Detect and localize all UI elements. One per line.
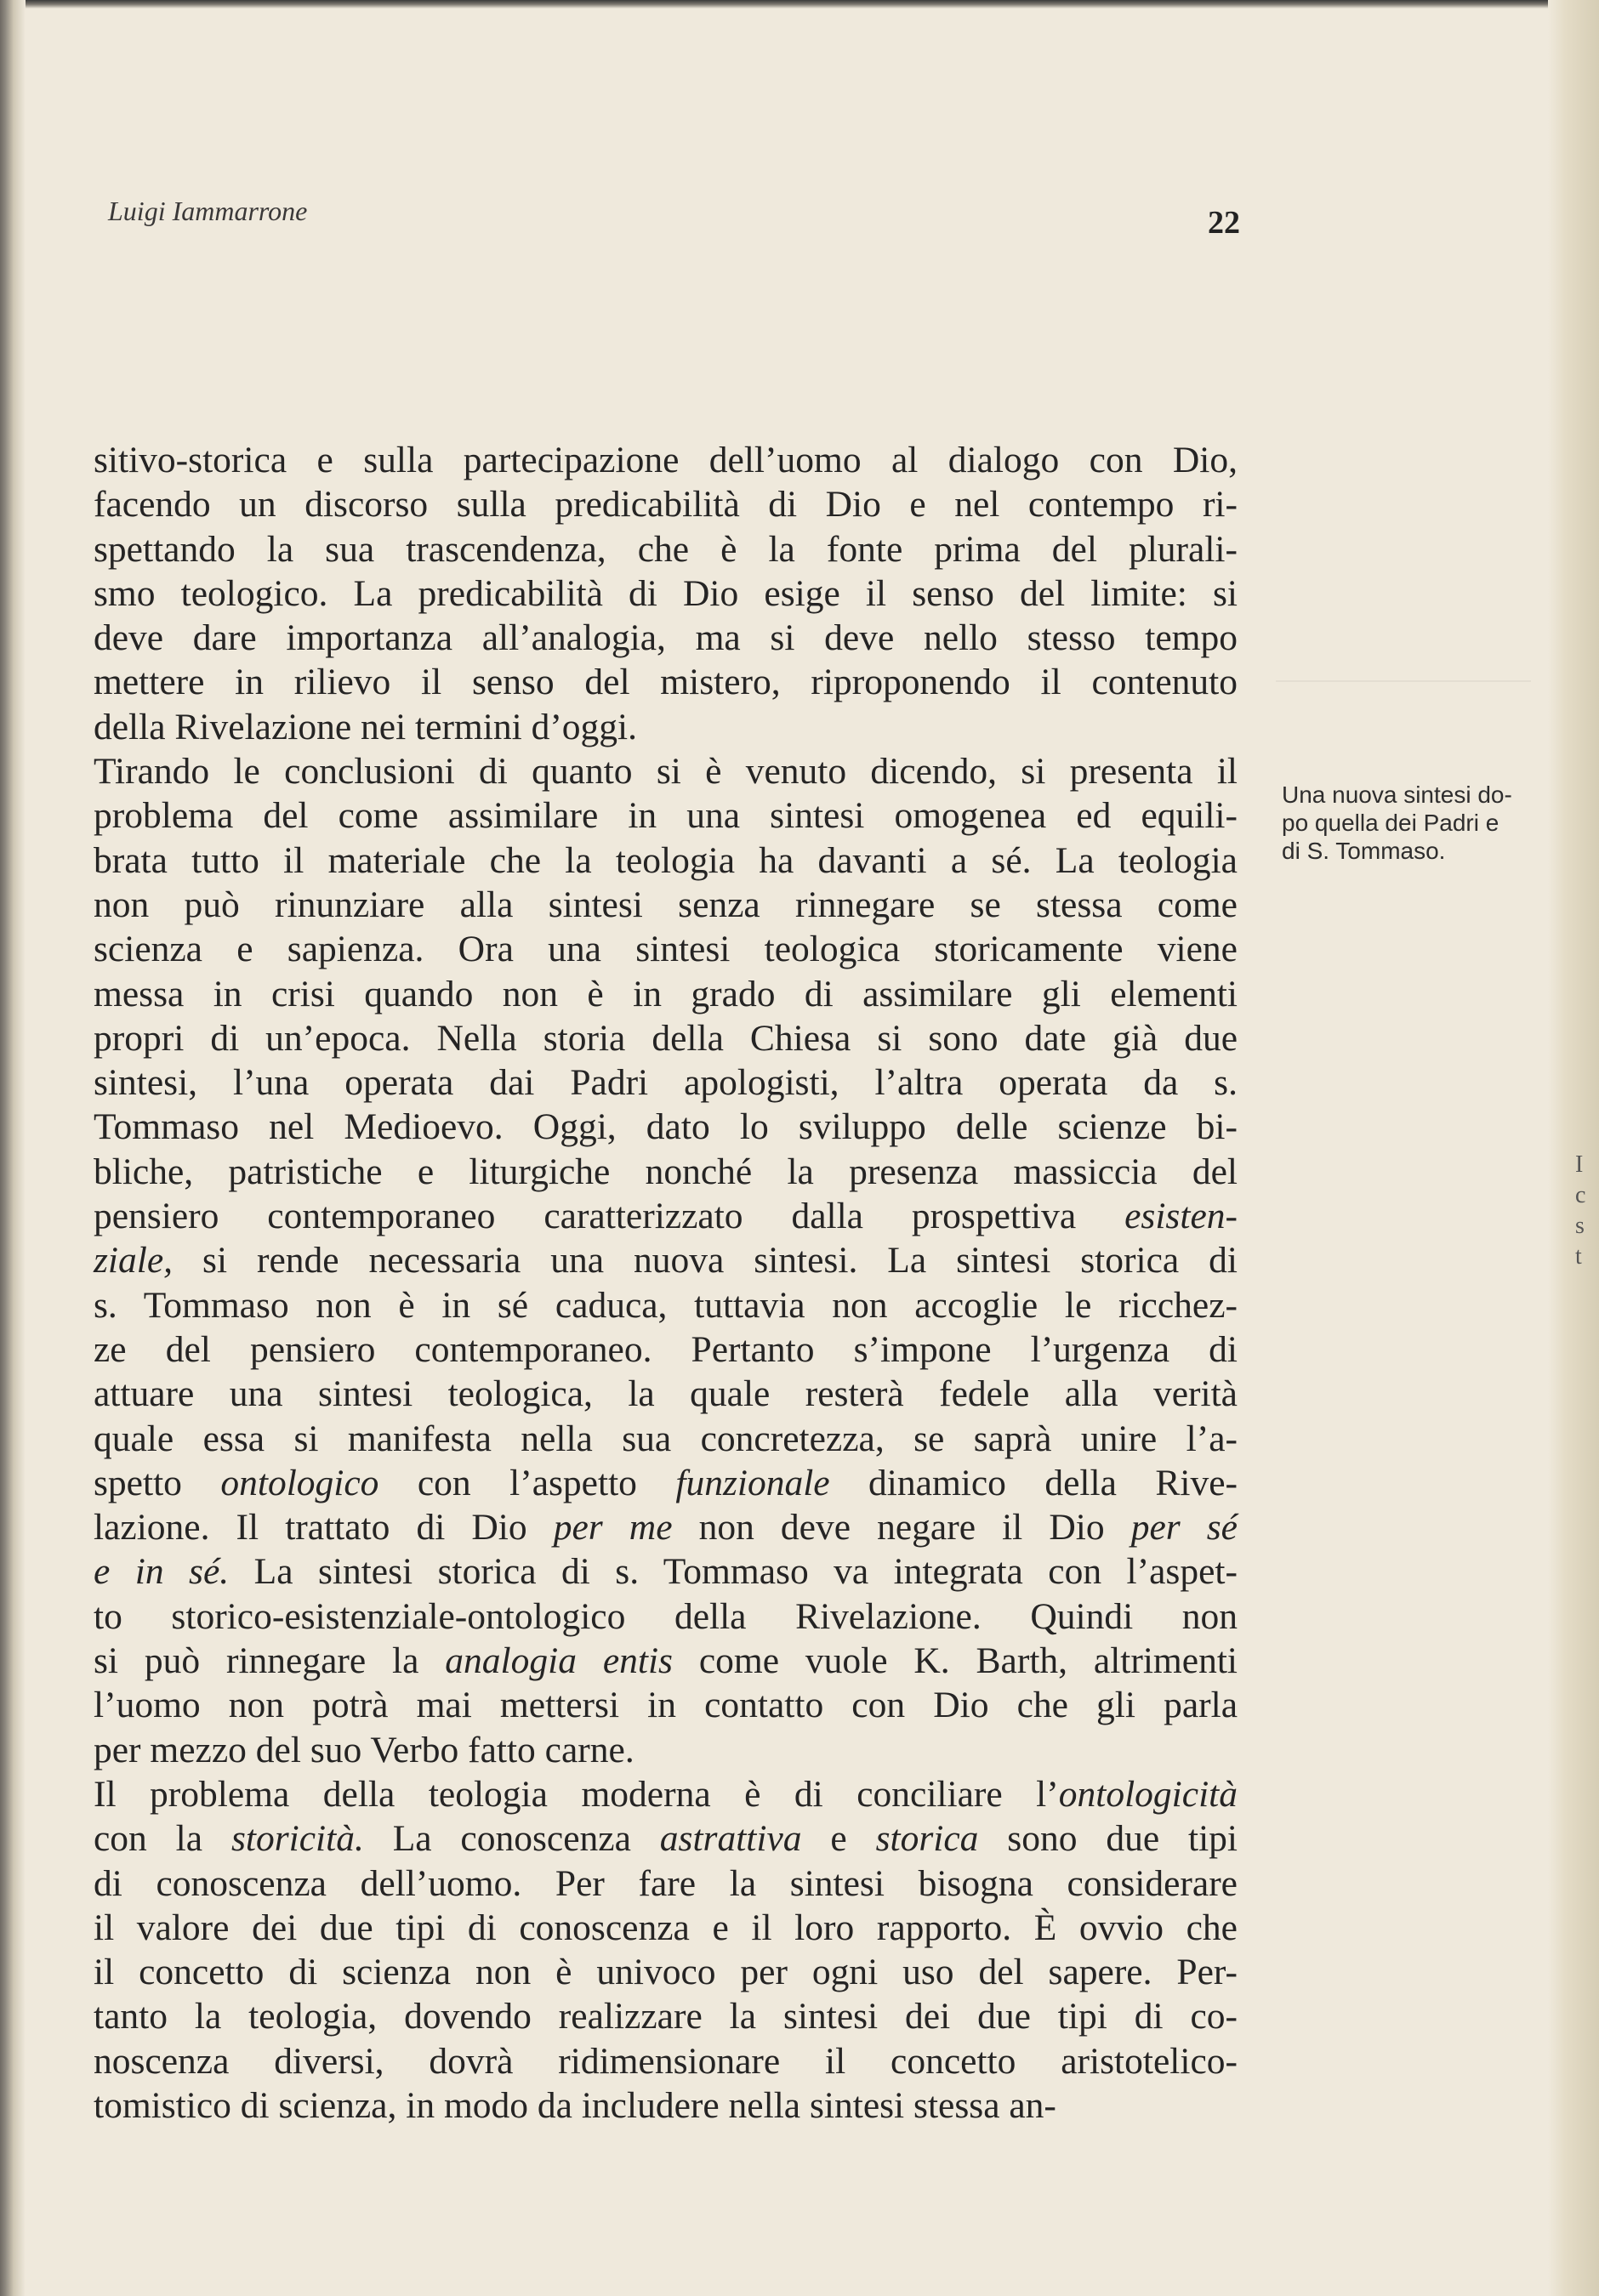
body-line: quale essa si manifesta nella sua concretezza, se saprà unire l’a- xyxy=(94,1418,1238,1459)
body-line: il concetto di scienza non è univoco per ogni uso del sapere. Per- xyxy=(94,1952,1238,1993)
body-line: brata tutto il materiale che la teologia ha davanti a sé. La teologia xyxy=(94,839,1238,881)
body-line: Tommaso nel Medioevo. Oggi, dato lo sviluppo delle scienze bi- xyxy=(94,1106,1238,1148)
margin-note-line: Una nuova sintesi do- xyxy=(1282,781,1512,808)
next-page-bleed-letters xyxy=(1575,1150,1592,1272)
bleed-letter: t xyxy=(1575,1243,1582,1270)
body-line: il valore dei due tipi di conoscenza e il loro rapporto. È ovvio che xyxy=(94,1907,1238,1948)
bleed-letter: c xyxy=(1575,1182,1586,1208)
body-line: per mezzo del suo Verbo fatto carne. xyxy=(94,1729,634,1770)
margin-note-line: po quella dei Padri e xyxy=(1282,810,1499,836)
body-line: tomistico di scienza, in modo da includere nella sintesi stessa an- xyxy=(94,2084,1056,2126)
body-line: scienza e sapienza. Ora una sintesi teologica storicamente viene xyxy=(94,929,1238,970)
body-line: l’uomo non potrà mai mettersi in contatto con Dio che gli parla xyxy=(94,1685,1238,1726)
body-line: Il problema della teologia moderna è di conciliare l’ontologicità xyxy=(94,1773,1238,1815)
body-line: della Rivelazione nei termini d’oggi. xyxy=(94,706,638,747)
body-line: s. Tommaso non è in sé caduca, tuttavia non accoglie le ricchez- xyxy=(94,1284,1238,1326)
body-line: deve dare importanza all’analogia, ma si deve nello stesso tempo xyxy=(94,617,1238,659)
body-line: si può rinnegare la analogia entis come vuole K. Barth, altrimenti xyxy=(94,1640,1238,1682)
body-line: noscenza diversi, dovrà ridimensionare il concetto aristotelico- xyxy=(94,2040,1238,2082)
body-line: sintesi, l’una operata dai Padri apologisti, l’altra operata da s. xyxy=(94,1062,1238,1104)
page-number: 22 xyxy=(1208,205,1240,241)
body-line: e in sé. La sintesi storica di s. Tommaso va integrata con l’aspet- xyxy=(94,1551,1238,1593)
body-line: non può rinunziare alla sintesi senza rinnegare se stessa come xyxy=(94,884,1238,925)
body-line: problema del come assimilare in una sintesi omogenea ed equili- xyxy=(94,795,1238,837)
running-header-author: Luigi Iammarrone xyxy=(108,196,308,226)
body-text xyxy=(94,438,1238,2128)
bleed-letter: I xyxy=(1575,1151,1584,1178)
bleed-letter: s xyxy=(1575,1213,1585,1239)
body-line: ze del pensiero contemporaneo. Pertanto s’impone l’urgenza di xyxy=(94,1328,1238,1370)
page-left-edge xyxy=(0,0,26,2296)
body-line: tanto la teologia, dovendo realizzare la sintesi dei due tipi di co- xyxy=(94,1996,1238,2037)
body-line: facendo un discorso sulla predicabilità di Dio e nel contempo ri- xyxy=(94,484,1238,526)
show-through-mark xyxy=(1276,680,1531,733)
body-line: spetto ontologico con l’aspetto funzionale dinamico della Rive- xyxy=(94,1462,1238,1503)
body-line: messa in crisi quando non è in grado di assimilare gli elementi xyxy=(94,973,1238,1014)
body-line: ziale, si rende necessaria una nuova sintesi. La sintesi storica di xyxy=(94,1240,1238,1282)
page-top-edge xyxy=(0,0,1599,9)
body-line: mettere in rilievo il senso del mistero, riproponendo il contenuto xyxy=(94,662,1238,703)
margin-note-line: di S. Tommaso. xyxy=(1282,838,1446,864)
body-line: di conoscenza dell’uomo. Per fare la sintesi bisogna considerare xyxy=(94,1862,1238,1904)
body-line: Tirando le conclusioni di quanto si è venuto dicendo, si presenta il xyxy=(94,751,1238,793)
body-line: sitivo-storica e sulla partecipazione dell’uomo al dialogo con Dio, xyxy=(94,440,1238,480)
body-line: pensiero contemporaneo caratterizzato dalla prospettiva esisten- xyxy=(94,1196,1238,1237)
body-line: propri di un’epoca. Nella storia della Chiesa si sono date già due xyxy=(94,1017,1238,1059)
body-line: smo teologico. La predicabilità di Dio esige il senso del limite: si xyxy=(94,572,1238,614)
page-right-edge xyxy=(1548,0,1599,2296)
body-line: lazione. Il trattato di Dio per me non deve negare il Dio per sé xyxy=(94,1507,1238,1549)
body-line: to storico-esistenziale-ontologico della Rivelazione. Quindi non xyxy=(94,1595,1238,1637)
body-line: con la storicità. La conoscenza astrattiva e storica sono due tipi xyxy=(94,1818,1238,1860)
body-line: spettando la sua trascendenza, che è la fonte prima del plurali- xyxy=(94,528,1238,570)
body-line: bliche, patristiche e liturgiche nonché la presenza massiccia del xyxy=(94,1151,1238,1192)
margin-note xyxy=(1282,781,1562,865)
body-line: attuare una sintesi teologica, la quale resterà fedele alla verità xyxy=(94,1373,1238,1415)
